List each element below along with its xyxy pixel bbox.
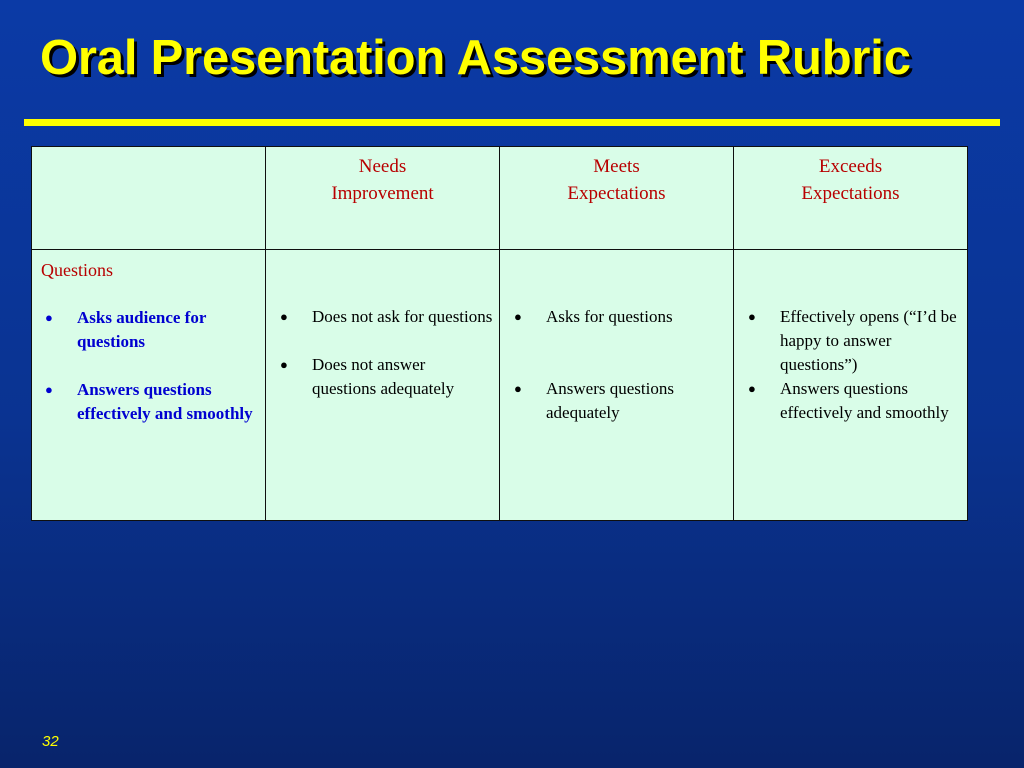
list-item-text: Effectively opens (“I’d be happy to answer questions”) <box>780 307 957 374</box>
list-item <box>276 353 493 401</box>
header-needs-improvement <box>266 147 500 250</box>
list-item <box>510 377 727 425</box>
corner-cell <box>32 147 266 250</box>
header-line: Improvement <box>331 183 434 204</box>
list-item-text: Answers questions effectively and smoothly <box>780 379 949 422</box>
needs-improvement-cell <box>266 250 500 521</box>
header-line: Exceeds <box>818 156 883 177</box>
list-item-text: Asks for questions <box>546 307 673 326</box>
page-number: 32 <box>42 733 59 750</box>
bullet-icon: ● <box>514 309 522 324</box>
bullet-icon: ● <box>280 357 288 372</box>
header-line: Meets <box>593 156 640 177</box>
list-item <box>744 377 961 425</box>
bullet-icon: ● <box>514 381 522 396</box>
header-line: Needs <box>358 156 407 177</box>
criteria-row <box>32 250 968 521</box>
header-line: Expectations <box>801 183 900 204</box>
header-row <box>32 147 968 250</box>
exceeds-expectations-cell <box>734 250 968 521</box>
list-item-text: Answers questions adequately <box>546 379 674 422</box>
header-exceeds-expectations <box>734 147 968 250</box>
criteria-cell <box>32 250 266 521</box>
rubric-table <box>31 146 968 521</box>
list-item-text: Answers questions effectively and smoothly <box>77 380 253 423</box>
meets-expectations-cell <box>500 250 734 521</box>
criteria-list <box>41 306 257 426</box>
bullet-icon: ● <box>748 309 756 324</box>
list-item-text: Does not answer questions adequately <box>312 355 455 398</box>
header-meets-expectations <box>500 147 734 250</box>
level-list <box>510 305 727 425</box>
title-underline <box>24 119 1000 126</box>
list-item <box>744 305 961 377</box>
header-line: Expectations <box>567 183 666 204</box>
bullet-icon: ● <box>45 382 53 397</box>
list-item-text: Asks audience for questions <box>77 308 207 351</box>
list-item <box>41 306 257 354</box>
level-list <box>744 305 961 425</box>
slide-title: Oral Presentation Assessment Rubric <box>40 31 911 85</box>
list-item-text: Does not ask for questions <box>312 307 493 326</box>
bullet-icon: ● <box>748 381 756 396</box>
list-item <box>510 305 727 329</box>
criteria-title: Questions <box>41 260 113 280</box>
bullet-icon: ● <box>280 309 288 324</box>
bullet-icon: ● <box>45 310 53 325</box>
list-item <box>41 378 257 426</box>
level-list <box>276 305 493 401</box>
list-item <box>276 305 493 329</box>
